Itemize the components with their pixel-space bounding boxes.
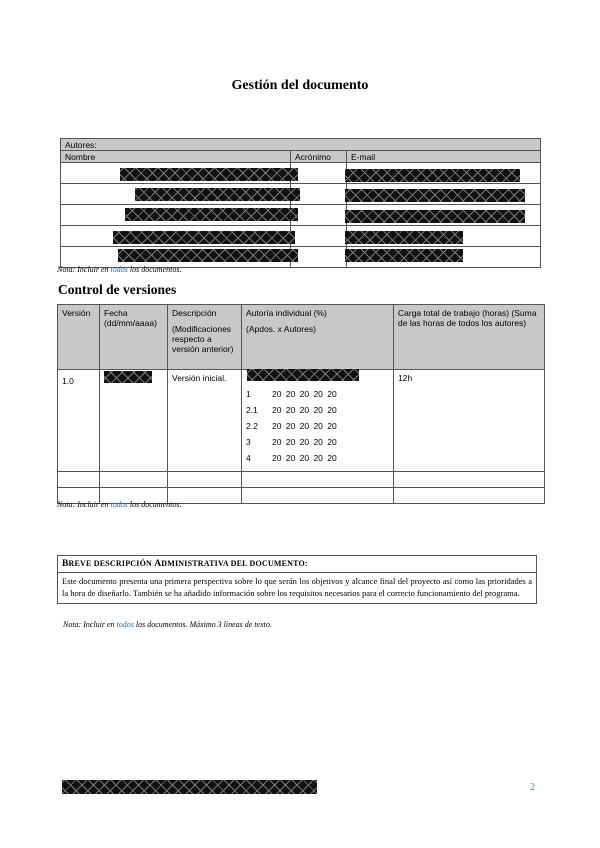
- redacted-author-initials: [247, 369, 359, 381]
- versions-note: Nota: Incluir en todos los documentos.: [57, 500, 182, 509]
- authorship-row: 4 20 20 20 20 20: [246, 453, 337, 463]
- brief-description-box: [57, 555, 537, 604]
- col-name-header: Nombre: [61, 151, 291, 163]
- redacted-name: [118, 249, 298, 262]
- col-date-header: Fecha (dd/mm/aaaa): [100, 305, 168, 370]
- description-cell: Versión inicial.: [168, 370, 242, 472]
- col-authorship-title: Autoría individual (%): [246, 308, 327, 318]
- page-number: 2: [530, 782, 535, 793]
- redacted-footer: [62, 780, 317, 794]
- authorship-row: 2.2 20 20 20 20 20: [246, 421, 337, 431]
- authorship-row: 3 20 20 20 20 20: [246, 437, 337, 447]
- date-cell: [100, 370, 168, 472]
- redacted-email: [345, 231, 463, 244]
- col-description-detail: (Modificaciones respecto a versión anterior): [172, 324, 234, 354]
- brief-text: Este documento presenta una primera perspectiva sobre lo que serán los objetivos y alcance final del proyecto así como las prioridades a la hora de diseñarlo. También se ha añadido información sobre los requisitos necesarios para el correcto funcionamiento del programa.: [62, 576, 532, 598]
- document-title: Gestión del documento: [231, 78, 369, 93]
- col-load-header: Carga total de trabajo (horas) (Suma de las horas de todos los autores): [394, 305, 545, 370]
- authorship-row: 2.1 20 20 20 20 20: [246, 405, 337, 415]
- table-row: [58, 472, 545, 488]
- redacted-email: [345, 169, 520, 182]
- version-cell: 1.0: [58, 370, 100, 472]
- versions-section-title: Control de versiones: [58, 282, 177, 297]
- col-description-header: [168, 305, 242, 370]
- authorship-cell: [242, 370, 394, 472]
- brief-heading: BREVE DESCRIPCIÓN ADMINISTRATIVA DEL DOCUMENTO:: [58, 556, 536, 573]
- redacted-email: [345, 210, 525, 223]
- authors-note: Nota: Incluir en todos los documentos.: [57, 265, 182, 274]
- authorship-row: 1 20 20 20 20 20: [246, 389, 337, 399]
- col-acronym-header: Acrónimo: [291, 151, 347, 163]
- redacted-name: [120, 168, 298, 181]
- redacted-name: [135, 188, 300, 201]
- redacted-email: [345, 249, 463, 262]
- redacted-email: [345, 189, 525, 202]
- versions-table: [57, 304, 545, 504]
- col-email-header: E-mail: [347, 151, 541, 163]
- col-description-title: Descripción: [172, 308, 217, 318]
- load-cell: 12h: [394, 370, 545, 472]
- table-row: [58, 370, 545, 472]
- col-version-header: Versión: [58, 305, 100, 370]
- col-authorship-header: [242, 305, 394, 370]
- redacted-name: [125, 208, 298, 221]
- brief-note: Nota: Incluir en todos los documentos. Máximo 3 líneas de texto.: [63, 620, 272, 629]
- authors-heading: Autores:: [61, 139, 541, 151]
- redacted-date: [104, 371, 152, 383]
- col-authorship-detail: (Apdos. x Autores): [246, 324, 316, 334]
- redacted-name: [113, 231, 295, 244]
